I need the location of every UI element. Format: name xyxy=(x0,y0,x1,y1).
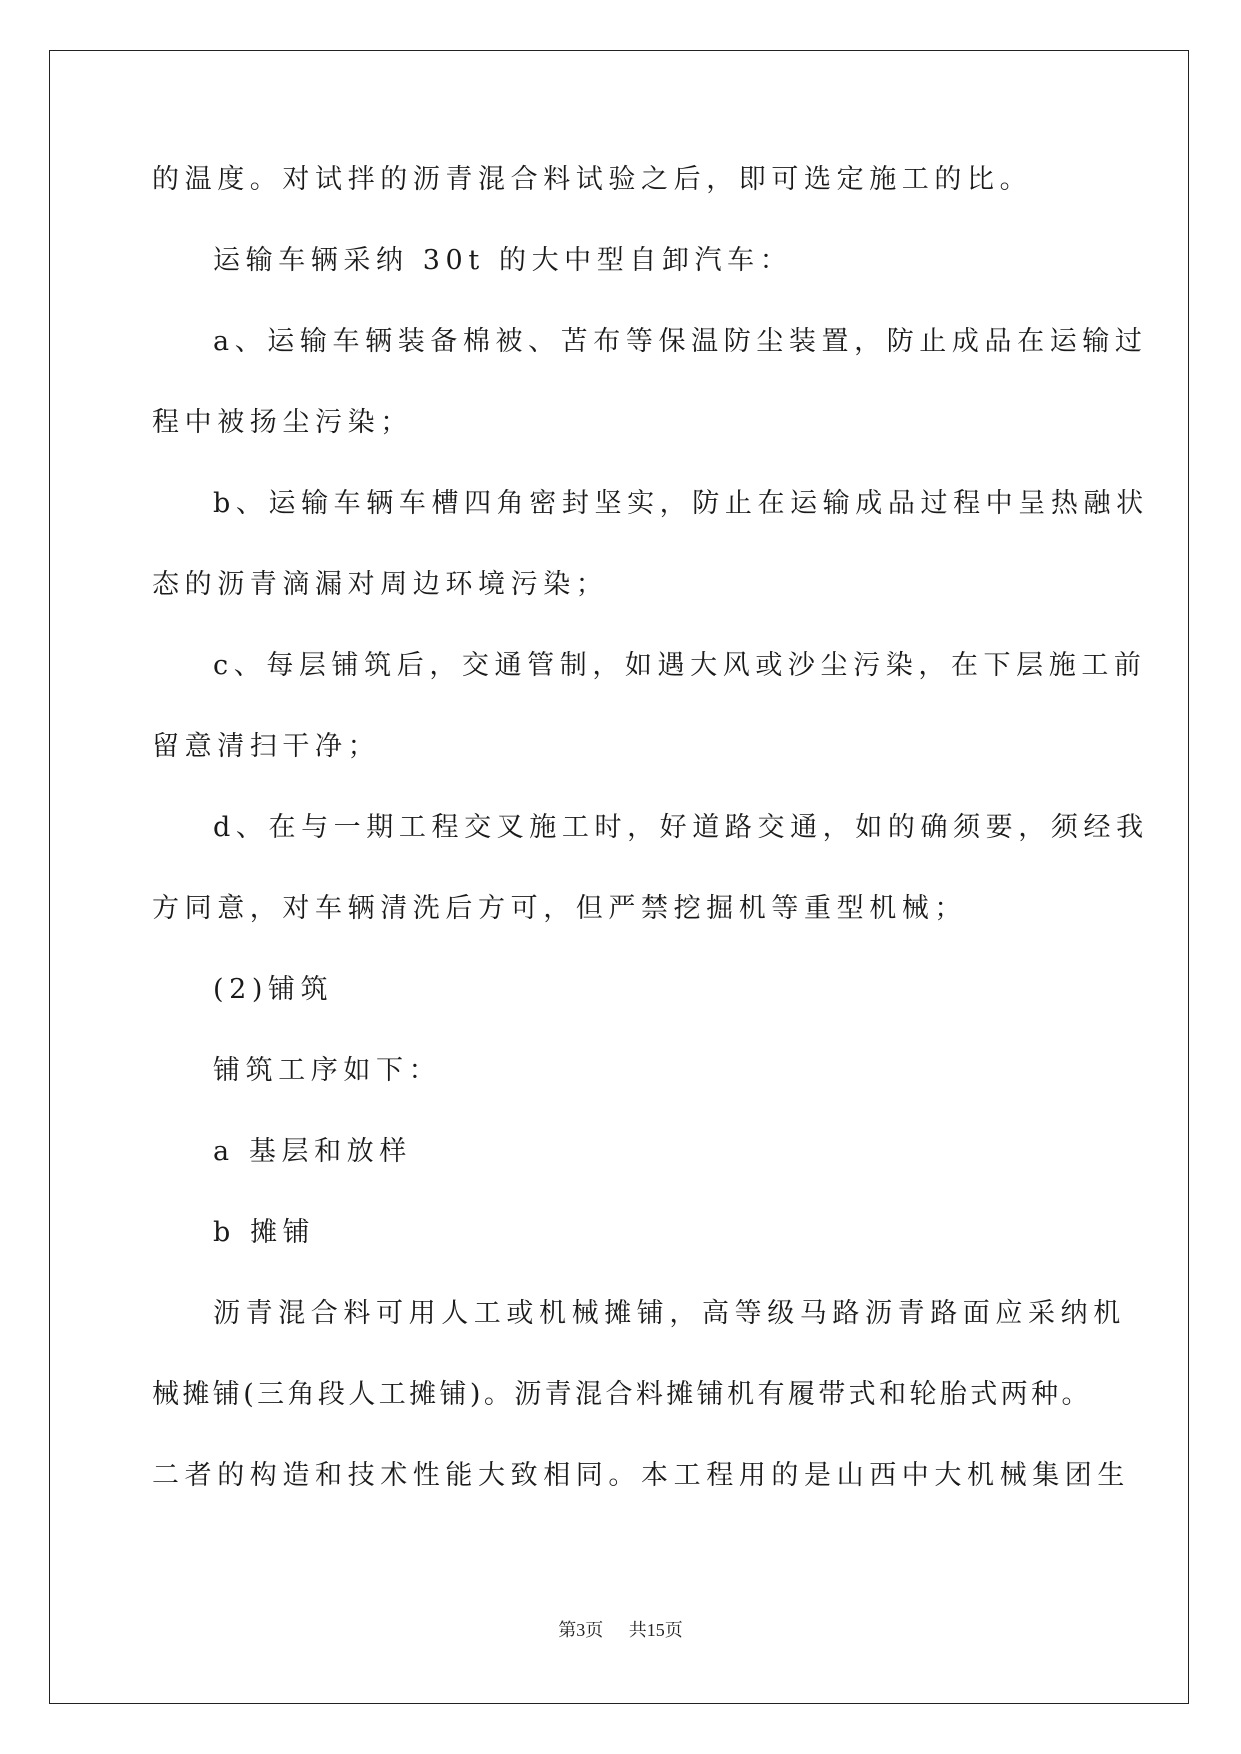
text-line: c、每层铺筑后，交通管制，如遇大风或沙尘污染，在下层施工前 xyxy=(213,650,1147,681)
text-line: a 基层和放样 xyxy=(213,1136,412,1167)
text-line: d、在与一期工程交叉施工时，好道路交通，如的确须要，须经我 xyxy=(213,812,1149,843)
text-line: 二者的构造和技术性能大致相同。本工程用的是山西中大机械集团生 xyxy=(152,1460,1130,1491)
text-line: b、运输车辆车槽四角密封坚实，防止在运输成品过程中呈热融状 xyxy=(213,488,1149,519)
text-line: 械摊铺(三角段人工摊铺)。沥青混合料摊铺机有履带式和轮胎式两种。 xyxy=(152,1379,1092,1410)
text-line: 程中被扬尘污染； xyxy=(152,407,413,438)
section-heading: (2)铺筑 xyxy=(213,974,334,1005)
page-footer xyxy=(0,1616,1241,1642)
text-line: 沥青混合料可用人工或机械摊铺，高等级马路沥青路面应采纳机 xyxy=(213,1298,1126,1329)
text-line: 的温度。对试拌的沥青混合料试验之后，即可选定施工的比。 xyxy=(152,164,1033,195)
text-line: a、运输车辆装备棉被、苫布等保温防尘装置，防止成品在运输过 xyxy=(213,326,1148,357)
text-line: 留意清扫干净； xyxy=(152,731,381,762)
page-number: 第3页 xyxy=(558,1620,604,1640)
page-total: 共15页 xyxy=(628,1620,683,1640)
text-line: 方同意，对车辆清洗后方可，但严禁挖掘机等重型机械； xyxy=(152,893,967,924)
text-line: 态的沥青滴漏对周边环境污染； xyxy=(152,569,609,600)
text-line: b 摊铺 xyxy=(213,1217,316,1248)
text-line: 运输车辆采纳 30t 的大中型自卸汽车： xyxy=(213,245,793,276)
text-line: 铺筑工序如下： xyxy=(213,1055,442,1086)
